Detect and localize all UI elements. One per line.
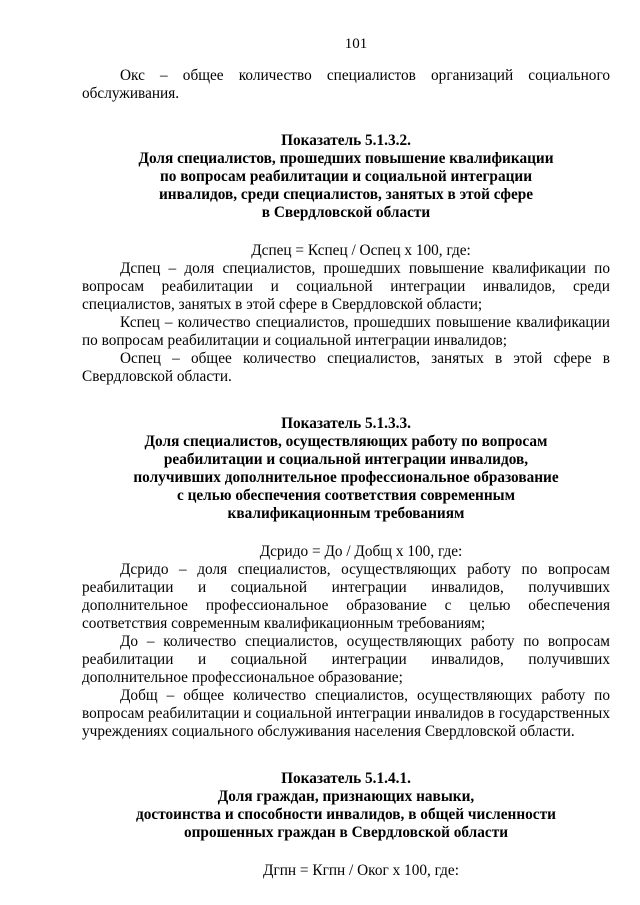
heading-line: квалификационным требованиям — [227, 505, 465, 522]
paragraph-oks-definition: Окс – общее количество специалистов организаций социального обслуживания. — [82, 67, 610, 102]
heading-line: достоинства и способности инвалидов, в общей численности — [136, 806, 556, 823]
section-title: Показатель 5.1.3.3. — [281, 415, 411, 432]
section-title: Показатель 5.1.4.1. — [281, 770, 411, 787]
heading-line: по вопросам реабилитации и социальной интеграции — [159, 168, 533, 185]
heading-line: Доля граждан, признающих навыки, — [217, 788, 475, 805]
heading-line: с целью обеспечения соответствия современным — [176, 487, 516, 504]
formula: Дгпн = Кгпн / Оког х 100, где: — [263, 862, 459, 879]
definition-paragraph: Оспец – общее количество специалистов, занятых в этой сфере в Свердловской области. — [82, 350, 610, 385]
heading-line: инвалидов, среди специалистов, занятых в этой сфере — [158, 186, 534, 203]
section-5133-heading — [82, 415, 610, 523]
definition-paragraph: Дспец – доля специалистов, прошедших повышение квалификации по вопросам реабилитации и социальной интеграции инвалидов, среди специалистов, занятых в этой сфере в Свердловской области; — [82, 260, 610, 313]
formula: Дсридо = До / Добщ х 100, где: — [259, 543, 463, 560]
heading-line: получивших дополнительное профессиональное образование — [133, 469, 559, 486]
section-5132-heading — [82, 132, 610, 222]
definition-paragraph: Дсридо – доля специалистов, осуществляющих работу по вопросам реабилитации и социальной интеграции инвалидов, получивших дополнительное профессиональное образование с целью обеспечения соответствия современным квалификационным требованиям; — [82, 561, 610, 632]
heading-line: в Свердловской области — [261, 204, 431, 221]
heading-line: реабилитации и социальной интеграции инвалидов, — [163, 451, 529, 468]
section-5141-heading — [82, 770, 610, 842]
page-number: 101 — [344, 36, 368, 52]
definition-paragraph: Добщ – общее количество специалистов, осуществляющих работу по вопросам реабилитации и социальной интеграции инвалидов в государственных учреждениях социального обслуживания населения Свердловской области. — [82, 687, 610, 740]
heading-line: Доля специалистов, прошедших повышение квалификации — [138, 150, 554, 167]
heading-line: Доля специалистов, осуществляющих работу по вопросам — [144, 433, 548, 450]
definition-paragraph: Кспец – количество специалистов, прошедших повышение квалификации по вопросам реабилитации и социальной интеграции инвалидов; — [82, 314, 610, 349]
section-title: Показатель 5.1.3.2. — [281, 132, 411, 149]
formula: Дспец = Кспец / Оспец х 100, где: — [251, 242, 471, 259]
heading-line: опрошенных граждан в Свердловской области — [183, 824, 509, 841]
definition-paragraph: До – количество специалистов, осуществляющих работу по вопросам реабилитации и социальной интеграции инвалидов, получивших дополнительное профессиональное образование; — [82, 633, 610, 686]
